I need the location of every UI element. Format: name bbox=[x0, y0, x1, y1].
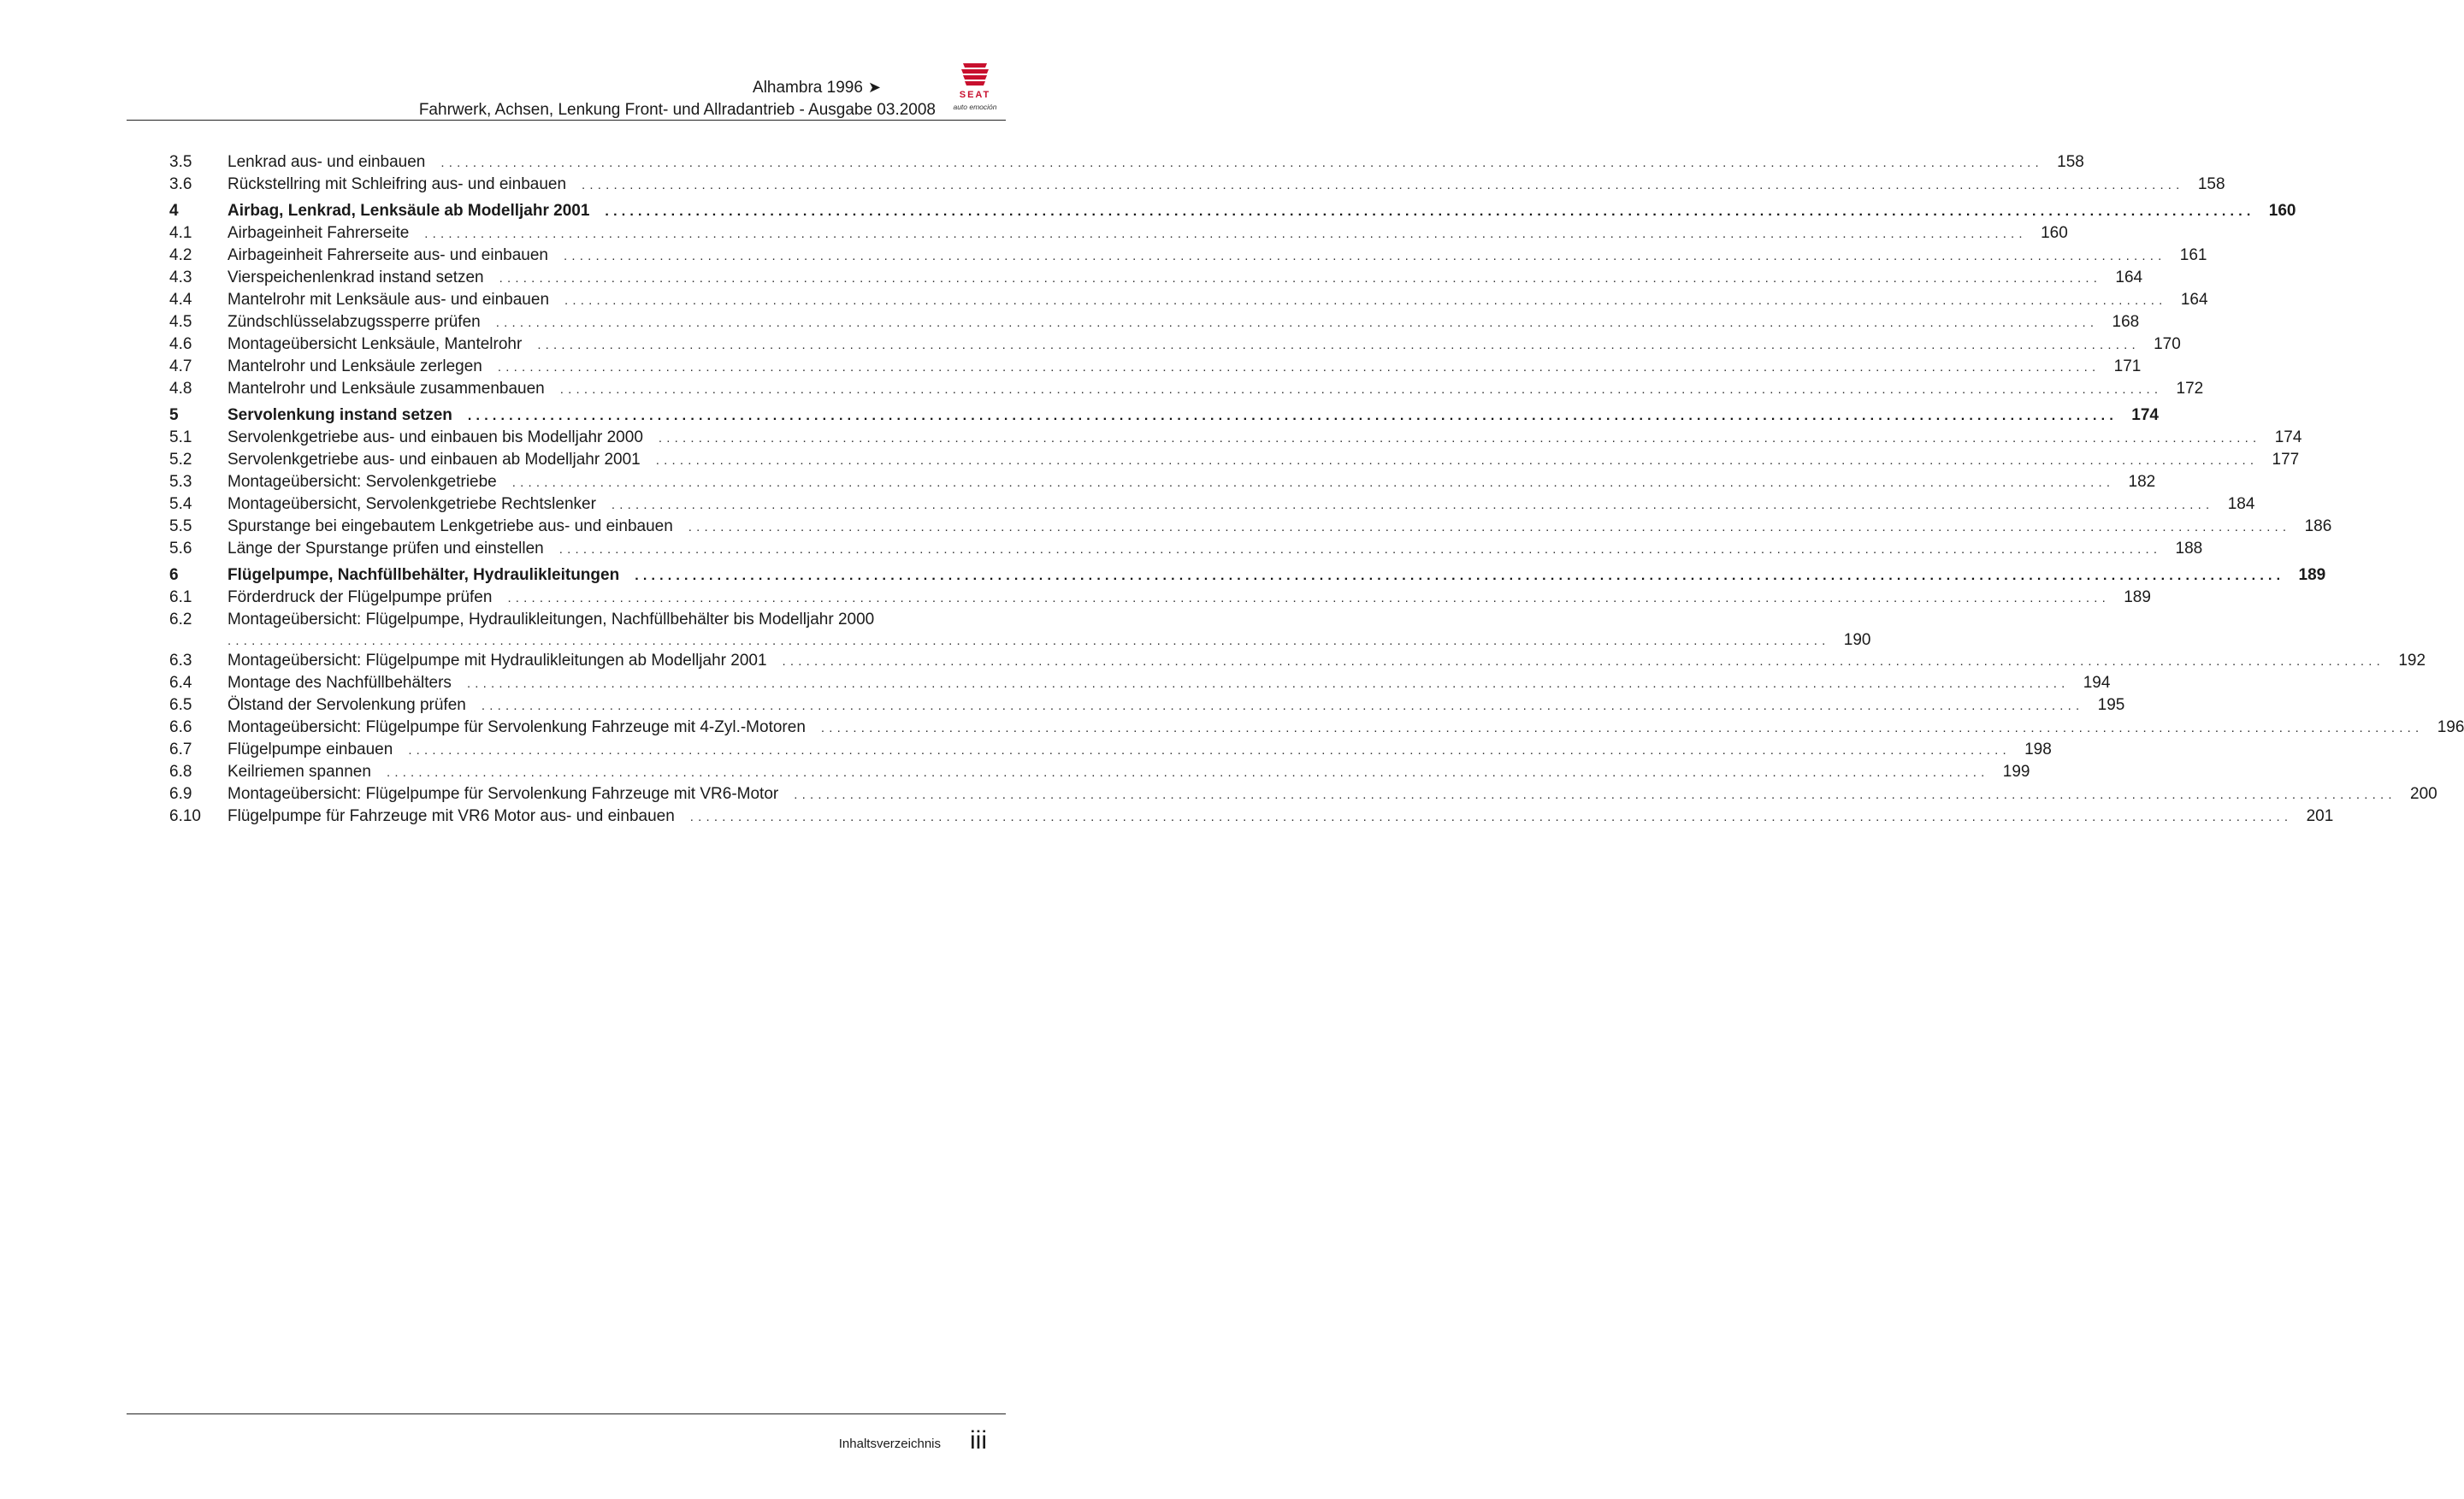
toc-page: 188 bbox=[2175, 540, 2203, 558]
toc-number: 5.6 bbox=[169, 540, 192, 558]
toc-title: Lenkrad aus- und einbauen bbox=[227, 153, 426, 171]
toc-page: 158 bbox=[2197, 175, 2225, 193]
toc-number: 6.3 bbox=[169, 652, 192, 670]
toc-page: 174 bbox=[2131, 406, 2159, 424]
toc-title: Montageübersicht: Flügelpumpe für Servolenkung Fahrzeuge mit VR6-Motor bbox=[227, 785, 779, 803]
toc-number: 4.6 bbox=[169, 335, 192, 353]
dot-leader: ........................................................................................................................................................................................................ bbox=[611, 498, 2214, 512]
toc-number: 6 bbox=[169, 566, 179, 584]
dot-leader: ........................................................................................................................................................................................................ bbox=[511, 475, 2115, 490]
toc-title: Flügelpumpe für Fahrzeuge mit VR6 Motor aus- und einbauen bbox=[227, 807, 675, 825]
toc-entry[interactable] bbox=[169, 516, 2332, 538]
toc-entry[interactable] bbox=[169, 493, 2255, 516]
toc-entry[interactable] bbox=[169, 694, 2125, 717]
dot-leader: ........................................................................................................................................................................................................ bbox=[466, 676, 2070, 691]
toc-page: 168 bbox=[2112, 313, 2140, 331]
toc-page: 177 bbox=[2272, 451, 2300, 469]
toc-entry[interactable] bbox=[169, 267, 2143, 289]
dot-leader: ........................................................................................................................................................................................................ bbox=[559, 382, 2163, 397]
toc-title: Keilriemen spannen bbox=[227, 763, 371, 781]
dot-leader: ........................................................................................................................................................................................................ bbox=[440, 156, 2043, 170]
toc-number: 6.6 bbox=[169, 718, 192, 736]
toc-title: Montageübersicht, Servolenkgetriebe Rechtslenker bbox=[227, 495, 596, 513]
toc-number: 5.2 bbox=[169, 451, 192, 469]
toc-page: 170 bbox=[2154, 335, 2181, 353]
toc-entry[interactable] bbox=[169, 806, 2334, 828]
dot-leader: ........................................................................................................................................................................................................ bbox=[820, 721, 2424, 735]
seat-logo bbox=[944, 62, 1006, 113]
toc-number: 5.3 bbox=[169, 473, 192, 491]
toc-title: Montageübersicht: Flügelpumpe mit Hydraulikleitungen ab Modelljahr 2001 bbox=[227, 652, 767, 670]
toc-page: 189 bbox=[2298, 566, 2326, 584]
dot-leader: ........................................................................................................................................................................................................ bbox=[794, 788, 2396, 802]
toc-entry[interactable] bbox=[169, 151, 2084, 174]
table-of-contents bbox=[169, 151, 2464, 828]
seat-logo-icon bbox=[958, 62, 992, 89]
dot-leader: ........................................................................................................................................................................................................ bbox=[499, 271, 2102, 286]
toc-page: 198 bbox=[2024, 741, 2052, 758]
toc-title: Montageübersicht: Servolenkgetriebe bbox=[227, 473, 497, 491]
toc-number: 3.6 bbox=[169, 175, 192, 193]
toc-entry[interactable] bbox=[169, 333, 2181, 356]
dot-leader: ........................................................................................................................................................................................................ bbox=[537, 338, 2140, 352]
toc-number: 6.9 bbox=[169, 785, 192, 803]
dot-leader: ........................................................................................................................................................................................................ bbox=[408, 743, 2011, 758]
toc-page: 192 bbox=[2398, 652, 2426, 670]
toc-title: Länge der Spurstange prüfen und einstellen bbox=[227, 540, 544, 558]
toc-title: Spurstange bei eingebautem Lenkgetriebe aus- und einbauen bbox=[227, 517, 673, 535]
dot-leader: ........................................................................................................................................................................................................ bbox=[507, 591, 2110, 605]
toc-entry[interactable] bbox=[169, 609, 1871, 650]
dot-leader: ........................................................................................................................................................................................................ bbox=[635, 569, 2285, 583]
logo-brand: SEAT bbox=[959, 90, 991, 100]
toc-number: 4.2 bbox=[169, 246, 192, 264]
toc-title: Airbag, Lenkrad, Lenksäule ab Modelljahr 2001 bbox=[227, 202, 590, 220]
toc-title: Servolenkgetriebe aus- und einbauen ab Modelljahr 2001 bbox=[227, 451, 641, 469]
toc-entry[interactable] bbox=[169, 356, 2142, 378]
dot-leader: ........................................................................................................................................................................................................ bbox=[689, 810, 2293, 824]
dot-leader: ........................................................................................................................................................................................................ bbox=[688, 520, 2291, 534]
dot-leader: ........................................................................................................................................................................................................ bbox=[782, 654, 2385, 669]
toc-page: 200 bbox=[2410, 785, 2437, 803]
toc-title: Mantelrohr mit Lenksäule aus- und einbauen bbox=[227, 291, 550, 309]
toc-entry[interactable] bbox=[169, 311, 2140, 333]
toc-title: Ölstand der Servolenkung prüfen bbox=[227, 696, 466, 714]
toc-entry[interactable] bbox=[169, 717, 2464, 739]
dot-leader: ........................................................................................................................................................................................................ bbox=[558, 542, 2162, 557]
toc-number: 3.5 bbox=[169, 153, 192, 171]
toc-title: Montage des Nachfüllbehälters bbox=[227, 674, 452, 692]
dot-leader: ........................................................................................................................................................................................................ bbox=[582, 178, 2184, 192]
header-model-line bbox=[753, 79, 881, 97]
toc-number: 4.8 bbox=[169, 380, 192, 398]
toc-entry[interactable] bbox=[169, 449, 2300, 471]
toc-entry[interactable] bbox=[169, 538, 2203, 560]
toc-title: Förderdruck der Flügelpumpe prüfen bbox=[227, 588, 493, 606]
toc-chapter-entry[interactable] bbox=[169, 404, 2159, 427]
toc-chapter-entry[interactable] bbox=[169, 564, 2326, 587]
dot-leader: ........................................................................................................................................................................................................ bbox=[655, 453, 2259, 468]
toc-entry[interactable] bbox=[169, 471, 2156, 493]
dot-leader: ........................................................................................................................................................................................................ bbox=[386, 765, 1989, 780]
toc-title: Servolenkung instand setzen bbox=[227, 406, 452, 424]
toc-title: Montageübersicht: Flügelpumpe, Hydraulikleitungen, Nachfüllbehälter bis Modelljahr 2000 bbox=[227, 611, 875, 629]
toc-number: 6.2 bbox=[169, 611, 192, 629]
toc-entry[interactable] bbox=[169, 174, 2225, 196]
dot-leader: ........................................................................................................................................................................................................ bbox=[227, 634, 1830, 648]
toc-page: 199 bbox=[2002, 763, 2030, 781]
footer-divider bbox=[127, 1413, 1006, 1414]
toc-page: 164 bbox=[2115, 269, 2143, 286]
toc-page: 194 bbox=[2083, 674, 2111, 692]
dot-leader: ........................................................................................................................................................................................................ bbox=[563, 249, 2166, 263]
dot-leader: ........................................................................................................................................................................................................ bbox=[605, 204, 2255, 219]
toc-title: Flügelpumpe einbauen bbox=[227, 741, 393, 758]
toc-page: 161 bbox=[2179, 246, 2207, 264]
toc-entry[interactable] bbox=[169, 427, 2302, 449]
toc-number: 6.7 bbox=[169, 741, 192, 758]
toc-title: Servolenkgetriebe aus- und einbauen bis Modelljahr 2000 bbox=[227, 428, 643, 446]
toc-number: 4 bbox=[169, 202, 179, 220]
toc-entry[interactable] bbox=[169, 783, 2437, 806]
toc-title: Vierspeichenlenkrad instand setzen bbox=[227, 269, 484, 286]
toc-number: 4.7 bbox=[169, 357, 192, 375]
toc-page: 182 bbox=[2128, 473, 2156, 491]
toc-page: 160 bbox=[2041, 224, 2068, 242]
toc-number: 6.10 bbox=[169, 807, 201, 825]
dot-leader: ........................................................................................................................................................................................................ bbox=[495, 316, 2099, 330]
toc-title: Airbageinheit Fahrerseite aus- und einbauen bbox=[227, 246, 548, 264]
toc-number: 5.4 bbox=[169, 495, 192, 513]
toc-number: 6.4 bbox=[169, 674, 192, 692]
toc-entry[interactable] bbox=[169, 378, 2204, 400]
toc-page: 174 bbox=[2274, 428, 2302, 446]
header-model: Alhambra 1996 bbox=[753, 79, 863, 97]
dot-leader: ........................................................................................................................................................................................................ bbox=[467, 409, 2118, 423]
toc-page: 158 bbox=[2057, 153, 2084, 171]
toc-entry[interactable] bbox=[169, 222, 2068, 245]
dot-leader: ........................................................................................................................................................................................................ bbox=[497, 360, 2101, 375]
header-subtitle: Fahrwerk, Achsen, Lenkung Front- und Allradantrieb - Ausgabe 03.2008 bbox=[418, 101, 936, 119]
toc-entry[interactable] bbox=[169, 761, 2030, 783]
toc-number: 4.1 bbox=[169, 224, 192, 242]
toc-title: Zündschlüsselabzugssperre prüfen bbox=[227, 313, 481, 331]
toc-title: Flügelpumpe, Nachfüllbehälter, Hydraulikleitungen bbox=[227, 566, 620, 584]
toc-title: Mantelrohr und Lenksäule zusammenbauen bbox=[227, 380, 545, 398]
toc-chapter-entry[interactable] bbox=[169, 200, 2296, 222]
dot-leader: ........................................................................................................................................................................................................ bbox=[481, 699, 2084, 713]
toc-title: Airbageinheit Fahrerseite bbox=[227, 224, 410, 242]
toc-entry[interactable] bbox=[169, 672, 2111, 694]
toc-entry[interactable] bbox=[169, 650, 2426, 672]
footer-page-number: iii bbox=[970, 1426, 987, 1455]
toc-number: 4.4 bbox=[169, 291, 192, 309]
toc-number: 6.8 bbox=[169, 763, 192, 781]
toc-page: 189 bbox=[2124, 588, 2151, 606]
dot-leader: ........................................................................................................................................................................................................ bbox=[564, 293, 2167, 308]
toc-page: 164 bbox=[2180, 291, 2208, 309]
toc-title: Mantelrohr und Lenksäule zerlegen bbox=[227, 357, 482, 375]
toc-page: 160 bbox=[2268, 202, 2296, 220]
toc-page: 190 bbox=[1843, 631, 1871, 649]
footer-section-title: Inhaltsverzeichnis bbox=[838, 1437, 941, 1451]
toc-title: Rückstellring mit Schleifring aus- und einbauen bbox=[227, 175, 567, 193]
toc-page: 201 bbox=[2306, 807, 2334, 825]
toc-number: 6.5 bbox=[169, 696, 192, 714]
toc-page: 172 bbox=[2176, 380, 2204, 398]
toc-page: 171 bbox=[2113, 357, 2142, 375]
toc-number: 5.5 bbox=[169, 517, 192, 535]
toc-page: 184 bbox=[2227, 495, 2255, 513]
toc-number: 4.5 bbox=[169, 313, 192, 331]
dot-leader: ........................................................................................................................................................................................................ bbox=[658, 431, 2261, 446]
toc-leader-line bbox=[227, 631, 1871, 651]
toc-number: 6.1 bbox=[169, 588, 192, 606]
arrow-right-icon: ➤ bbox=[867, 79, 881, 96]
toc-number: 4.3 bbox=[169, 269, 192, 286]
toc-entry[interactable] bbox=[169, 739, 2052, 761]
toc-page: 195 bbox=[2097, 696, 2125, 714]
dot-leader: ........................................................................................................................................................................................................ bbox=[424, 227, 2027, 241]
toc-number: 5.1 bbox=[169, 428, 192, 446]
toc-page: 196 bbox=[2437, 718, 2464, 736]
toc-title: Montageübersicht: Flügelpumpe für Servolenkung Fahrzeuge mit 4-Zyl.-Motoren bbox=[227, 718, 806, 736]
toc-entry[interactable] bbox=[169, 245, 2207, 267]
toc-entry[interactable] bbox=[169, 587, 2151, 609]
toc-title: Montageübersicht Lenksäule, Mantelrohr bbox=[227, 335, 523, 353]
toc-number: 5 bbox=[169, 406, 179, 424]
toc-entry[interactable] bbox=[169, 289, 2208, 311]
page-header bbox=[127, 58, 1006, 121]
logo-tagline: auto emoción bbox=[953, 103, 997, 111]
toc-page: 186 bbox=[2304, 517, 2332, 535]
